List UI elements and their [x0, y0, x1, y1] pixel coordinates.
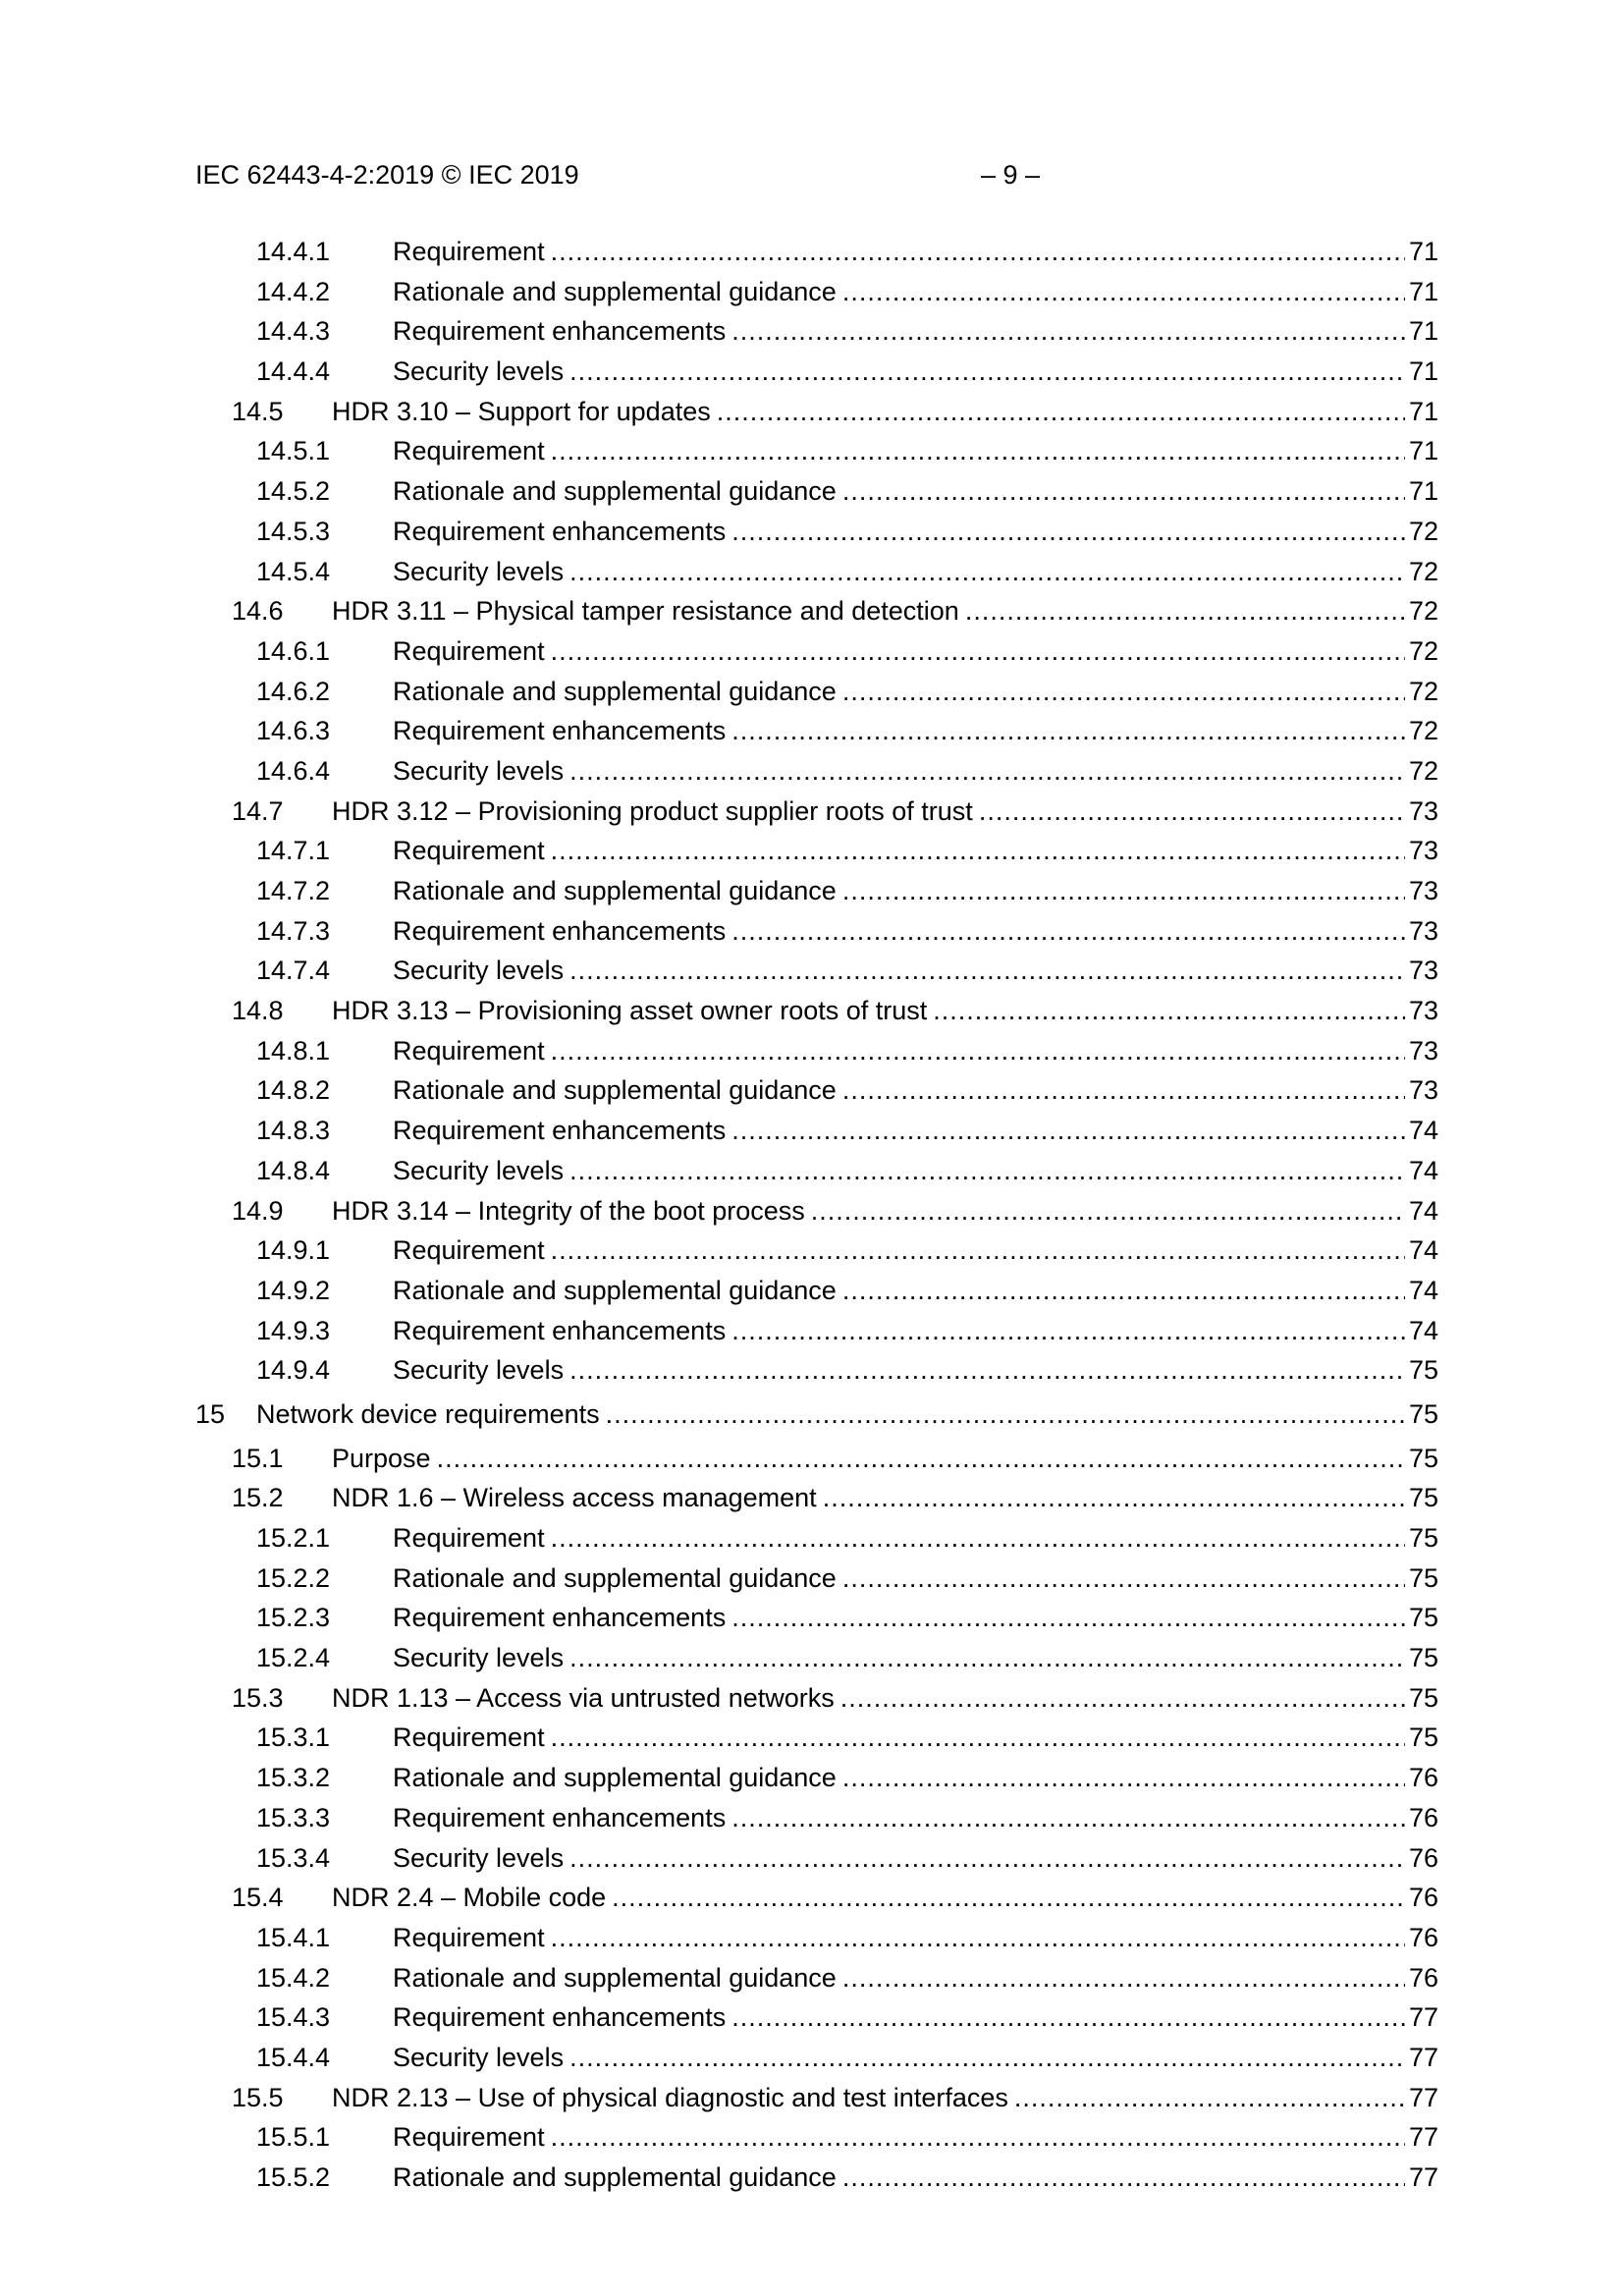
- dot-leader: [731, 1997, 1405, 2037]
- dot-leader: [717, 392, 1405, 431]
- toc-entry-title: Requirement: [393, 1235, 545, 1266]
- toc-entry-number: 15.3.4: [256, 1842, 331, 1873]
- toc-entry-title: Requirement: [393, 1523, 545, 1553]
- toc-entry-number: 15.3.1: [256, 1722, 331, 1753]
- toc-entry-page: 71: [1408, 396, 1438, 426]
- dot-leader: [551, 1518, 1405, 1558]
- toc-entry-number: 15.4.2: [256, 1962, 331, 1993]
- toc-entry-title: Rationale and supplemental guidance: [393, 1275, 837, 1305]
- dot-leader: [569, 951, 1405, 990]
- toc-entry-page: 73: [1408, 996, 1438, 1026]
- toc-entry-page: 77: [1408, 2002, 1438, 2033]
- toc-entry-page: 76: [1408, 1763, 1438, 1793]
- toc-entry-title: Security levels: [393, 755, 565, 786]
- toc-entry-number: 14.4.2: [256, 276, 331, 306]
- toc-entry-page: 74: [1408, 1235, 1438, 1266]
- toc-entry-page: 75: [1408, 1443, 1438, 1473]
- toc-entry-number: 14.4.1: [256, 237, 331, 266]
- toc-entry[interactable]: [195, 951, 1438, 991]
- toc-entry-title: Requirement: [393, 436, 545, 466]
- toc-entry-page: 77: [1408, 2162, 1438, 2192]
- toc-entry-page: 75: [1408, 1722, 1438, 1753]
- toc-entry-title: Requirement enhancements: [393, 1603, 727, 1633]
- toc-entry[interactable]: [195, 871, 1438, 911]
- toc-entry-page: 74: [1408, 1116, 1438, 1146]
- toc-entry[interactable]: [195, 2158, 1438, 2198]
- dot-leader: [965, 591, 1405, 630]
- dot-leader: [842, 1271, 1405, 1310]
- toc-entry-number: 15.2.3: [256, 1603, 331, 1633]
- toc-entry-title: Rationale and supplemental guidance: [393, 1763, 837, 1793]
- toc-entry-number: 14.9.3: [256, 1315, 331, 1345]
- dot-leader: [551, 2117, 1405, 2157]
- toc-entry[interactable]: [195, 751, 1438, 792]
- dot-leader: [612, 1878, 1405, 1917]
- toc-entry-page: 72: [1408, 516, 1438, 546]
- toc-entry[interactable]: [195, 1598, 1438, 1638]
- toc-entry[interactable]: [195, 911, 1438, 952]
- toc-entry-page: 71: [1408, 237, 1438, 266]
- dot-leader: [569, 1638, 1405, 1677]
- toc-entry-title: Security levels: [393, 1643, 565, 1673]
- dot-leader: [842, 1558, 1405, 1598]
- toc-entry-number: 14.7.1: [256, 836, 331, 866]
- dot-leader: [569, 1151, 1405, 1190]
- toc-entry[interactable]: [195, 1111, 1438, 1151]
- toc-entry-title: HDR 3.11 – Physical tamper resistance and detection: [332, 596, 959, 627]
- toc-entry-title: Rationale and supplemental guidance: [393, 876, 837, 905]
- toc-entry-page: 76: [1408, 1842, 1438, 1873]
- toc-entry[interactable]: [195, 1958, 1438, 1998]
- toc-entry-title: Purpose: [332, 1443, 431, 1473]
- toc-entry-number: 15.2: [232, 1483, 284, 1513]
- dot-leader: [842, 871, 1405, 910]
- toc-entry-number: 14.8.3: [256, 1116, 331, 1146]
- toc-entry[interactable]: [195, 1878, 1438, 1918]
- dot-leader: [731, 311, 1405, 351]
- dot-leader: [569, 552, 1405, 591]
- toc-entry-number: 15.3.2: [256, 1763, 331, 1793]
- toc-entry-page: 75: [1408, 1603, 1438, 1633]
- toc-entry-page: 75: [1408, 1562, 1438, 1593]
- toc-entry-number: 14.5.3: [256, 516, 331, 546]
- toc-entry-title: Rationale and supplemental guidance: [393, 476, 837, 507]
- toc-entry[interactable]: [195, 1311, 1438, 1351]
- dot-leader: [823, 1478, 1405, 1517]
- toc-entry[interactable]: [195, 2038, 1438, 2078]
- toc-entry-page: 75: [1408, 1398, 1438, 1429]
- page-number: – 9 –: [981, 160, 1041, 190]
- toc-entry[interactable]: [195, 272, 1438, 312]
- toc-entry[interactable]: [195, 352, 1438, 392]
- toc-entry-number: 14.6.3: [256, 716, 331, 746]
- dot-leader: [842, 1958, 1405, 1997]
- toc-entry-title: Security levels: [393, 356, 565, 387]
- toc-entry[interactable]: [195, 991, 1438, 1031]
- toc-entry-number: 15.4.1: [256, 1922, 331, 1952]
- toc-entry-number: 14.8: [232, 996, 284, 1026]
- toc-entry[interactable]: [195, 1997, 1438, 2038]
- toc-entry-page: 73: [1408, 836, 1438, 866]
- toc-entry[interactable]: [195, 392, 1438, 432]
- toc-entry-page: 76: [1408, 1883, 1438, 1913]
- toc-entry-title: Security levels: [393, 1355, 565, 1386]
- toc-entry-number: 14.7.2: [256, 876, 331, 905]
- toc-entry-number: 15.3.3: [256, 1802, 331, 1832]
- toc-entry[interactable]: [195, 591, 1438, 631]
- toc-entry-page: 77: [1408, 2122, 1438, 2153]
- toc-entry-page: 73: [1408, 1035, 1438, 1066]
- toc-entry[interactable]: [195, 1271, 1438, 1311]
- toc-entry-title: NDR 1.13 – Access via untrusted networks: [332, 1682, 835, 1713]
- toc-entry[interactable]: [195, 1394, 1438, 1435]
- toc-entry[interactable]: [195, 1191, 1438, 1231]
- toc-entry-page: 71: [1408, 436, 1438, 466]
- dot-leader: [551, 1718, 1405, 1757]
- toc-entry-number: 14.5.1: [256, 436, 331, 466]
- toc-entry-page: 73: [1408, 876, 1438, 905]
- toc-entry-page: 74: [1408, 1315, 1438, 1345]
- dot-leader: [731, 1311, 1405, 1350]
- dot-leader: [569, 352, 1405, 391]
- toc-entry-number: 14.6: [232, 596, 284, 627]
- toc-entry-title: HDR 3.10 – Support for updates: [332, 396, 711, 426]
- toc-entry-page: 72: [1408, 556, 1438, 586]
- toc-entry-page: 77: [1408, 2042, 1438, 2072]
- toc-entry-title: Security levels: [393, 2042, 565, 2072]
- dot-leader: [437, 1439, 1405, 1478]
- toc-entry-title: Security levels: [393, 956, 565, 986]
- toc-entry-title: HDR 3.13 – Provisioning asset owner roots of trust: [332, 996, 928, 1026]
- toc-entry-page: 73: [1408, 915, 1438, 946]
- toc-entry[interactable]: [195, 631, 1438, 672]
- toc-entry-title: Requirement enhancements: [393, 915, 727, 946]
- toc-entry-number: 15.5.1: [256, 2122, 331, 2153]
- toc-entry-title: Rationale and supplemental guidance: [393, 2162, 837, 2192]
- toc-entry-number: 15.1: [232, 1443, 284, 1473]
- toc-entry-number: 14.5.2: [256, 476, 331, 507]
- toc-entry[interactable]: [195, 552, 1438, 592]
- toc-entry-number: 14.9.2: [256, 1275, 331, 1305]
- toc-entry-page: 72: [1408, 596, 1438, 627]
- toc-entry-number: 14.6.4: [256, 755, 331, 786]
- toc-entry-number: 14.5.4: [256, 556, 331, 586]
- toc-entry-title: Network device requirements: [256, 1398, 600, 1429]
- toc-entry-title: Security levels: [393, 1842, 565, 1873]
- toc-entry-title: Requirement: [393, 635, 545, 666]
- toc-entry-number: 14.4.4: [256, 356, 331, 387]
- toc-entry[interactable]: [195, 672, 1438, 712]
- dot-leader: [842, 672, 1405, 711]
- toc-entry[interactable]: [195, 2078, 1438, 2118]
- toc-entry-title: Requirement: [393, 237, 545, 266]
- dot-leader: [842, 1758, 1405, 1797]
- toc-entry-title: Rationale and supplemental guidance: [393, 1562, 837, 1593]
- toc-entry-title: Requirement enhancements: [393, 1802, 727, 1832]
- toc-entry-page: 74: [1408, 1195, 1438, 1226]
- dot-leader: [551, 631, 1405, 671]
- dot-leader: [551, 831, 1405, 870]
- toc-entry-title: Requirement enhancements: [393, 1315, 727, 1345]
- toc-entry-title: Rationale and supplemental guidance: [393, 1962, 837, 1993]
- toc-entry-page: 75: [1408, 1682, 1438, 1713]
- toc-entry[interactable]: [195, 471, 1438, 512]
- toc-entry-number: 15.4.4: [256, 2042, 331, 2072]
- toc-entry-title: Requirement: [393, 1035, 545, 1066]
- dot-leader: [731, 1598, 1405, 1637]
- dot-leader: [731, 512, 1405, 551]
- toc-entry[interactable]: [195, 1798, 1438, 1838]
- toc-entry-page: 77: [1408, 2082, 1438, 2112]
- dot-leader: [842, 1070, 1405, 1110]
- toc-entry-number: 14.8.1: [256, 1035, 331, 1066]
- toc-entry-title: HDR 3.14 – Integrity of the boot process: [332, 1195, 805, 1226]
- toc-entry-page: 75: [1408, 1483, 1438, 1513]
- toc-entry-title: Requirement enhancements: [393, 1116, 727, 1146]
- toc-entry-title: NDR 2.4 – Mobile code: [332, 1883, 607, 1913]
- dot-leader: [551, 1230, 1405, 1270]
- toc-entry[interactable]: [195, 311, 1438, 352]
- toc-entry-page: 71: [1408, 276, 1438, 306]
- toc-entry-number: 14.7.3: [256, 915, 331, 946]
- dot-leader: [551, 1918, 1405, 1957]
- toc-entry[interactable]: [195, 1718, 1438, 1758]
- dot-leader: [569, 751, 1405, 791]
- toc-entry-number: 15.2.1: [256, 1523, 331, 1553]
- dot-leader: [840, 1678, 1405, 1718]
- toc-entry[interactable]: [195, 1151, 1438, 1191]
- dot-leader: [842, 471, 1405, 511]
- toc-entry[interactable]: [195, 1558, 1438, 1599]
- toc-entry-title: HDR 3.12 – Provisioning product supplier roots of trust: [332, 795, 973, 826]
- toc-entry[interactable]: [195, 1678, 1438, 1719]
- dot-leader: [731, 1798, 1405, 1837]
- toc-entry[interactable]: [195, 2117, 1438, 2158]
- toc-entry-page: 74: [1408, 1275, 1438, 1305]
- page-header: [195, 157, 1433, 192]
- toc-entry-page: 74: [1408, 1155, 1438, 1185]
- toc-entry[interactable]: [195, 1838, 1438, 1879]
- toc-entry[interactable]: [195, 1478, 1438, 1518]
- dot-leader: [551, 431, 1405, 470]
- toc-entry[interactable]: [195, 792, 1438, 832]
- dot-leader: [569, 1838, 1405, 1878]
- dot-leader: [842, 272, 1405, 311]
- toc-entry-page: 73: [1408, 795, 1438, 826]
- toc-entry-title: Security levels: [393, 1155, 565, 1185]
- toc-entry[interactable]: [195, 1518, 1438, 1558]
- toc-entry-number: 15.5: [232, 2082, 284, 2112]
- dot-leader: [731, 911, 1405, 951]
- toc-entry-number: 14.7.4: [256, 956, 331, 986]
- toc-entry-page: 72: [1408, 676, 1438, 706]
- dot-leader: [606, 1394, 1405, 1434]
- dot-leader: [731, 711, 1405, 750]
- toc-entry-number: 15.5.2: [256, 2162, 331, 2192]
- toc-entry-number: 14.6.1: [256, 635, 331, 666]
- toc-entry-number: 15.2.2: [256, 1562, 331, 1593]
- dot-leader: [569, 2038, 1405, 2077]
- toc-entry[interactable]: [195, 431, 1438, 471]
- toc-entry[interactable]: [195, 232, 1438, 272]
- toc-entry[interactable]: [195, 831, 1438, 871]
- toc-entry-number: 15.4.3: [256, 2002, 331, 2033]
- toc-entry-number: 15.4: [232, 1883, 284, 1913]
- toc-entry-title: Rationale and supplemental guidance: [393, 1075, 837, 1106]
- toc-entry-page: 75: [1408, 1523, 1438, 1553]
- toc-entry-title: Rationale and supplemental guidance: [393, 676, 837, 706]
- dot-leader: [731, 1111, 1405, 1150]
- toc-entry-title: Requirement enhancements: [393, 316, 727, 347]
- toc-entry[interactable]: [195, 512, 1438, 552]
- table-of-contents: [195, 232, 1438, 2198]
- toc-entry[interactable]: [195, 1638, 1438, 1678]
- toc-entry-page: 73: [1408, 1075, 1438, 1106]
- toc-entry-number: 15: [195, 1398, 226, 1429]
- toc-entry-title: Requirement enhancements: [393, 516, 727, 546]
- toc-entry[interactable]: [195, 1070, 1438, 1111]
- toc-entry[interactable]: [195, 1918, 1438, 1958]
- dot-leader: [1014, 2078, 1405, 2117]
- toc-entry-title: Requirement: [393, 1722, 545, 1753]
- toc-entry-title: Rationale and supplemental guidance: [393, 276, 837, 306]
- toc-entry-number: 14.8.2: [256, 1075, 331, 1106]
- toc-entry-page: 75: [1408, 1643, 1438, 1673]
- toc-entry-page: 72: [1408, 635, 1438, 666]
- toc-entry-number: 14.9.4: [256, 1355, 331, 1386]
- dot-leader: [811, 1191, 1405, 1230]
- toc-entry-page: 76: [1408, 1802, 1438, 1832]
- toc-entry-title: Requirement: [393, 2122, 545, 2153]
- toc-entry-number: 14.7: [232, 795, 284, 826]
- document-id: IEC 62443-4-2:2019 © IEC 2019: [195, 160, 579, 190]
- toc-entry-page: 76: [1408, 1922, 1438, 1952]
- toc-entry[interactable]: [195, 1758, 1438, 1798]
- toc-entry[interactable]: [195, 1230, 1438, 1271]
- toc-entry[interactable]: [195, 1439, 1438, 1479]
- dot-leader: [551, 1031, 1405, 1070]
- toc-entry-number: 14.5: [232, 396, 284, 426]
- toc-entry[interactable]: [195, 1031, 1438, 1071]
- toc-entry-title: Requirement enhancements: [393, 716, 727, 746]
- toc-entry-number: 15.2.4: [256, 1643, 331, 1673]
- toc-entry-number: 15.3: [232, 1682, 284, 1713]
- toc-entry-title: Requirement: [393, 1922, 545, 1952]
- toc-entry-page: 71: [1408, 316, 1438, 347]
- dot-leader: [979, 792, 1405, 831]
- dot-leader: [933, 991, 1405, 1030]
- toc-entry-page: 71: [1408, 356, 1438, 387]
- toc-entry-title: Security levels: [393, 556, 565, 586]
- toc-entry-number: 14.6.2: [256, 676, 331, 706]
- toc-entry[interactable]: [195, 711, 1438, 751]
- toc-entry-number: 14.9: [232, 1195, 284, 1226]
- toc-entry-number: 14.4.3: [256, 316, 331, 347]
- toc-entry-page: 71: [1408, 476, 1438, 507]
- toc-entry-page: 72: [1408, 716, 1438, 746]
- toc-entry-title: Requirement enhancements: [393, 2002, 727, 2033]
- toc-entry-page: 75: [1408, 1355, 1438, 1386]
- toc-entry-title: NDR 2.13 – Use of physical diagnostic and test interfaces: [332, 2082, 1008, 2112]
- toc-entry-number: 14.8.4: [256, 1155, 331, 1185]
- toc-entry[interactable]: [195, 1350, 1438, 1391]
- dot-leader: [551, 232, 1405, 271]
- toc-entry-page: 76: [1408, 1962, 1438, 1993]
- toc-entry-number: 14.9.1: [256, 1235, 331, 1266]
- toc-entry-page: 73: [1408, 956, 1438, 986]
- dot-leader: [842, 2158, 1405, 2197]
- toc-entry-page: 72: [1408, 755, 1438, 786]
- toc-entry-title: Requirement: [393, 836, 545, 866]
- toc-entry-title: NDR 1.6 – Wireless access management: [332, 1483, 817, 1513]
- dot-leader: [569, 1350, 1405, 1390]
